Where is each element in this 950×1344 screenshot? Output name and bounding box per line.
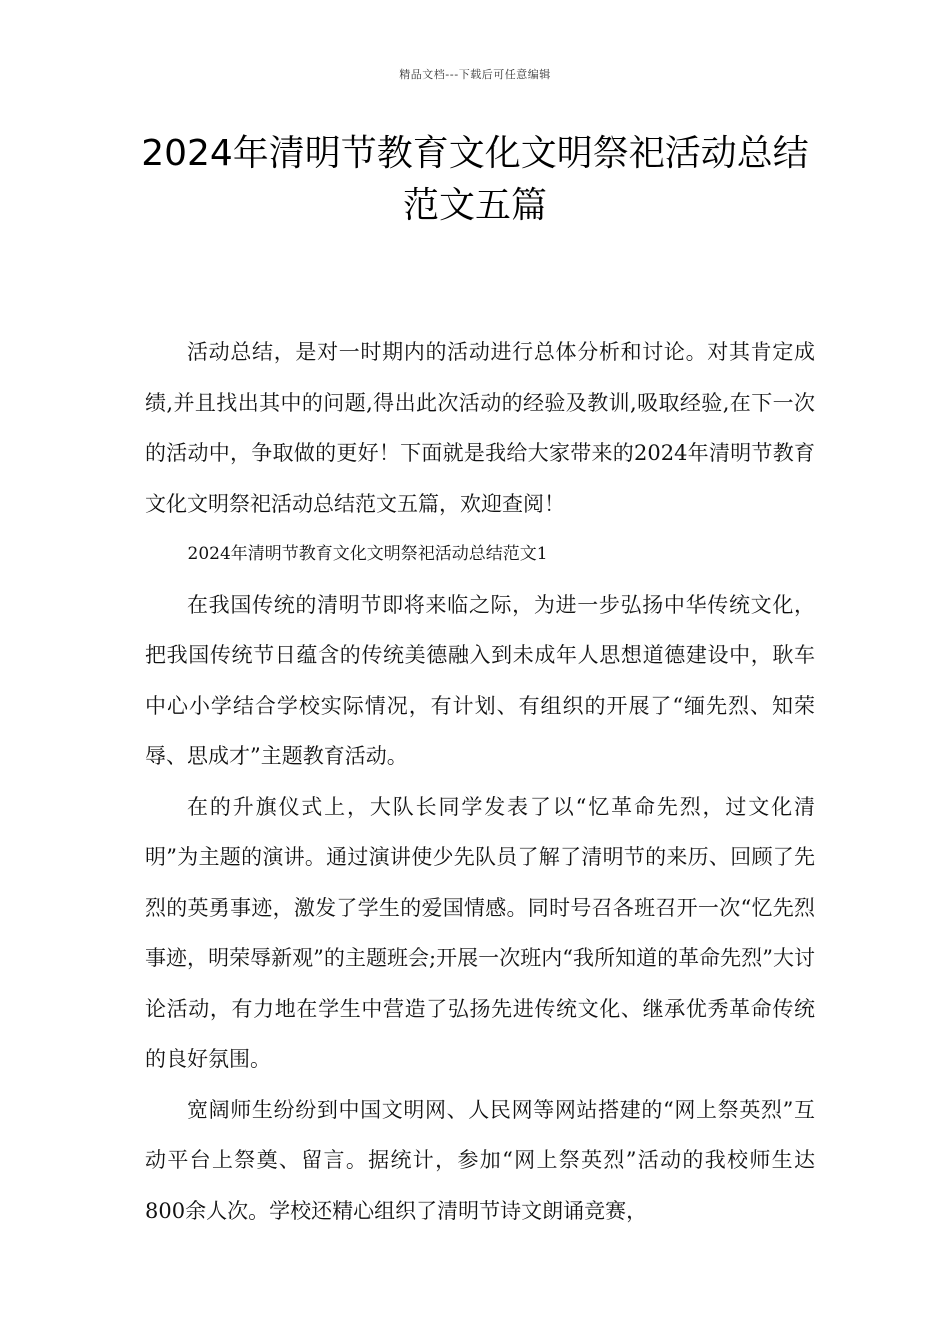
intro-paragraph: 活动总结，是对一时期内的活动进行总体分析和讨论。对其肯定成绩,并且找出其中的问题,得出此次活动的经验及教训,吸取经验,在下一次的活动中，争取做的更好！下面就是我给大家带来的2024年清明节教育文化文明祭祀活动总结范文五篇，欢迎查阅！ [145, 340, 815, 516]
body-paragraph: 在的升旗仪式上，大队长同学发表了以“忆革命先烈，过文化清明”为主题的演讲。通过演讲使少先队员了解了清明节的来历、回顾了先烈的英勇事迹，激发了学生的爱国情感。同时号召各班召开一次“忆先烈事迹，明荣辱新观”的主题班会;开展一次班内“我所知道的革命先烈”大讨论活动，有力地在学生中营造了弘扬先进传统文化、继承优秀革命传统的良好氛围。 [145, 794, 815, 1071]
document-title: 2024年清明节教育文化文明祭祀活动总结范文五篇 [141, 133, 809, 226]
header-note: 精品文档---下载后可任意编辑 [399, 68, 551, 81]
document-body [145, 327, 815, 1236]
body-paragraph: 宽阔师生纷纷到中国文明网、人民网等网站搭建的“网上祭英烈”互动平台上祭奠、留言。据统计，参加“网上祭英烈”活动的我校师生达800余人次。学校还精心组织了清明节诗文朗诵竞赛， [145, 1097, 815, 1223]
section-heading: 2024年清明节教育文化文明祭祀活动总结范文1 [187, 544, 548, 564]
body-paragraph: 在我国传统的清明节即将来临之际，为进一步弘扬中华传统文化，把我国传统节日蕴含的传统美德融入到未成年人思想道德建设中，耿车中心小学结合学校实际情况，有计划、有组织的开展了“缅先烈、知荣辱、思成才”主题教育活动。 [145, 592, 815, 768]
